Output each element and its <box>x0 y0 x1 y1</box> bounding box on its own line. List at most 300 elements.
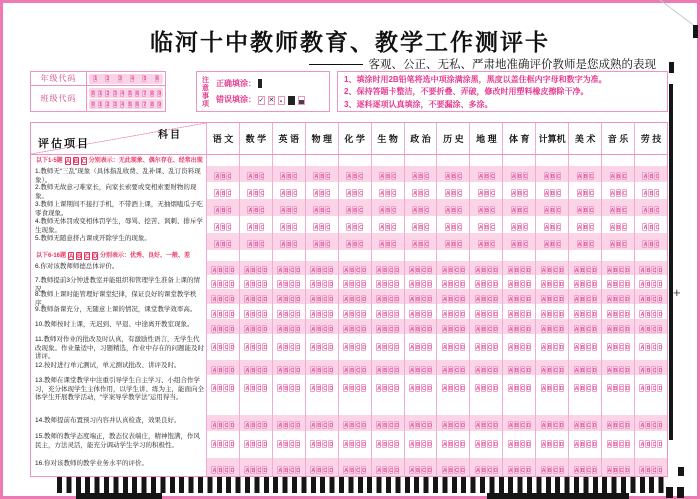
bubble-c[interactable]: C <box>224 282 229 288</box>
bubble-a[interactable]: A <box>344 268 349 274</box>
bubble-a[interactable]: A <box>377 367 382 374</box>
bubble-a[interactable]: A <box>511 207 516 214</box>
bubble-c[interactable]: C <box>487 268 492 274</box>
bubble-d[interactable]: D <box>362 282 367 288</box>
bubble-c[interactable]: C <box>487 326 492 333</box>
bubble-a[interactable]: A <box>508 442 513 448</box>
bubble-c[interactable]: C <box>224 268 229 274</box>
bubble-d[interactable]: D <box>296 282 301 288</box>
bubble-c[interactable]: C <box>553 442 558 448</box>
bubble-a[interactable]: A <box>344 326 349 333</box>
bubble-a[interactable]: A <box>610 241 615 248</box>
bubble-d[interactable]: D <box>559 367 564 374</box>
bubble-d[interactable]: D <box>93 253 98 260</box>
bubble-b[interactable]: B <box>251 296 256 303</box>
bubble-c[interactable]: C <box>356 442 361 448</box>
bubble-c[interactable]: C <box>490 174 495 180</box>
bubble-c[interactable]: C <box>589 207 594 214</box>
bubble-c[interactable]: C <box>586 345 591 351</box>
bubble-a[interactable]: A <box>475 386 480 392</box>
bubble-d[interactable]: D <box>493 442 498 448</box>
bubble-a[interactable]: A <box>475 268 480 274</box>
bubble-a[interactable]: A <box>409 367 414 374</box>
bubble-d[interactable]: D <box>362 296 367 303</box>
bubble-b[interactable]: B <box>350 423 355 429</box>
bubble-b[interactable]: B <box>317 423 322 429</box>
bubble-b[interactable]: B <box>350 326 355 333</box>
bubble-b[interactable]: B <box>514 311 519 318</box>
bubble-d[interactable]: D <box>263 423 268 429</box>
bubble-a[interactable]: A <box>248 224 253 231</box>
bubble-b[interactable]: B <box>583 207 588 214</box>
bubble-c[interactable]: C <box>424 241 429 248</box>
bubble-c[interactable]: C <box>553 468 558 474</box>
bubble-a[interactable]: A <box>541 311 546 318</box>
bubble-c[interactable]: C <box>293 241 298 248</box>
bubble-a[interactable]: A <box>475 468 480 474</box>
bubble-a[interactable]: A <box>544 190 549 197</box>
bubble-b[interactable]: B <box>320 207 325 214</box>
bubble-d[interactable]: D <box>296 442 301 448</box>
bubble-a[interactable]: A <box>65 158 71 165</box>
bubble-b[interactable]: B <box>317 442 322 448</box>
bubble-d[interactable]: D <box>658 367 663 374</box>
bubble-d[interactable]: D <box>362 468 367 474</box>
bubble-d[interactable]: D <box>329 468 334 474</box>
bubble-c[interactable]: C <box>290 326 295 333</box>
bubble-b[interactable]: B <box>484 190 489 197</box>
bubble-c[interactable]: C <box>454 367 459 374</box>
bubble-d[interactable]: D <box>427 296 432 303</box>
bubble-c[interactable]: C <box>392 241 397 248</box>
bubble-a[interactable]: A <box>314 174 319 180</box>
bubble-b[interactable]: B <box>317 311 322 318</box>
bubble-a[interactable]: A <box>347 190 352 197</box>
bubble-c[interactable]: C <box>553 282 558 288</box>
bubble-b[interactable]: B <box>613 268 618 274</box>
bubble-c[interactable]: C <box>454 345 459 351</box>
bubble-a[interactable]: A <box>640 367 645 374</box>
bubble-d[interactable]: D <box>263 386 268 392</box>
bubble-d[interactable]: D <box>362 423 367 429</box>
bubble-d[interactable]: D <box>296 367 301 374</box>
bubble-b[interactable]: B <box>517 190 522 197</box>
bubble-a[interactable]: A <box>607 367 612 374</box>
bubble-d[interactable]: D <box>230 282 235 288</box>
bubble-d[interactable]: D <box>263 268 268 274</box>
bubble-d[interactable]: D <box>427 326 432 333</box>
bubble-a[interactable]: A <box>278 326 283 333</box>
bubble-c[interactable]: C <box>652 326 657 333</box>
bubble-d[interactable]: D <box>329 345 334 351</box>
bubble-b[interactable]: B <box>284 268 289 274</box>
bubble-a[interactable]: A <box>311 367 316 374</box>
bubble-a[interactable]: A <box>544 241 549 248</box>
bubble-c[interactable]: C <box>586 423 591 429</box>
bubble-d[interactable]: D <box>362 268 367 274</box>
bubble-b[interactable]: B <box>613 296 618 303</box>
bubble-d[interactable]: D <box>592 326 597 333</box>
bubble-a[interactable]: A <box>541 268 546 274</box>
bubble-d[interactable]: D <box>526 296 531 303</box>
bubble-a[interactable]: A <box>344 367 349 374</box>
bubble-c[interactable]: C <box>290 296 295 303</box>
bubble-a[interactable]: A <box>311 311 316 318</box>
bubble-d[interactable]: D <box>296 345 301 351</box>
bubble-b[interactable]: B <box>616 241 621 248</box>
bubble-c[interactable]: C <box>260 190 265 197</box>
bubble-a[interactable]: A <box>245 311 250 318</box>
bubble-c[interactable]: C <box>257 345 262 351</box>
bubble-d[interactable]: D <box>329 442 334 448</box>
bubble-c[interactable]: C <box>454 386 459 392</box>
bubble-c[interactable]: C <box>556 174 561 180</box>
bubble-c[interactable]: C <box>323 367 328 374</box>
bubble-d[interactable]: D <box>493 268 498 274</box>
bubble-b[interactable]: B <box>218 386 223 392</box>
bubble-c[interactable]: C <box>359 224 364 231</box>
bubble-d[interactable]: D <box>395 282 400 288</box>
bubble-b[interactable]: B <box>353 174 358 180</box>
bubble-b[interactable]: B <box>317 296 322 303</box>
bubble-b[interactable]: B <box>448 367 453 374</box>
bubble-d[interactable]: D <box>329 311 334 318</box>
bubble-c[interactable]: C <box>389 311 394 318</box>
bubble-b[interactable]: B <box>514 268 519 274</box>
bubble-c[interactable]: C <box>290 423 295 429</box>
bubble-a[interactable]: A <box>377 282 382 288</box>
bubble-b[interactable]: B <box>415 311 420 318</box>
bubble-b[interactable]: B <box>484 174 489 180</box>
bubble-c[interactable]: C <box>290 311 295 318</box>
bubble-d[interactable]: D <box>395 367 400 374</box>
bubble-d[interactable]: D <box>526 367 531 374</box>
bubble-b[interactable]: B <box>251 326 256 333</box>
digit-bubble-3[interactable]: 3 <box>113 90 117 97</box>
bubble-b[interactable]: B <box>254 207 259 214</box>
bubble-a[interactable]: A <box>248 207 253 214</box>
bubble-b[interactable]: B <box>547 268 552 274</box>
bubble-b[interactable]: B <box>415 345 420 351</box>
bubble-b[interactable]: B <box>514 282 519 288</box>
bubble-a[interactable]: A <box>248 190 253 197</box>
bubble-c[interactable]: C <box>622 224 627 231</box>
bubble-c[interactable]: C <box>655 174 660 180</box>
bubble-a[interactable]: A <box>281 174 286 180</box>
bubble-d[interactable]: D <box>625 296 630 303</box>
bubble-d[interactable]: D <box>493 326 498 333</box>
bubble-c[interactable]: C <box>421 345 426 351</box>
digit-bubble-0[interactable]: 0 <box>91 101 95 108</box>
bubble-a[interactable]: A <box>380 241 385 248</box>
bubble-d[interactable]: D <box>592 282 597 288</box>
bubble-a[interactable]: A <box>314 190 319 197</box>
bubble-d[interactable]: D <box>526 345 531 351</box>
bubble-a[interactable]: A <box>311 296 316 303</box>
bubble-b[interactable]: B <box>218 442 223 448</box>
bubble-c[interactable]: C <box>227 190 232 197</box>
bubble-d[interactable]: D <box>329 282 334 288</box>
bubble-b[interactable]: B <box>218 311 223 318</box>
bubble-c[interactable]: C <box>290 268 295 274</box>
bubble-c[interactable]: C <box>421 296 426 303</box>
bubble-a[interactable]: A <box>311 345 316 351</box>
bubble-b[interactable]: B <box>547 311 552 318</box>
bubble-b[interactable]: B <box>317 468 322 474</box>
bubble-a[interactable]: A <box>281 241 286 248</box>
bubble-a[interactable]: A <box>245 442 250 448</box>
bubble-a[interactable]: A <box>409 423 414 429</box>
bubble-b[interactable]: B <box>646 386 651 392</box>
bubble-a[interactable]: A <box>278 423 283 429</box>
bubble-b[interactable]: B <box>221 174 226 180</box>
bubble-c[interactable]: C <box>652 268 657 274</box>
bubble-a[interactable]: A <box>311 423 316 429</box>
bubble-c[interactable]: C <box>421 268 426 274</box>
bubble-d[interactable]: D <box>625 442 630 448</box>
bubble-a[interactable]: A <box>412 207 417 214</box>
bubble-a[interactable]: A <box>640 268 645 274</box>
bubble-a[interactable]: A <box>610 174 615 180</box>
bubble-a[interactable]: A <box>643 241 648 248</box>
bubble-b[interactable]: B <box>415 296 420 303</box>
bubble-c[interactable]: C <box>227 241 232 248</box>
bubble-a[interactable]: A <box>409 345 414 351</box>
bubble-b[interactable]: B <box>254 224 259 231</box>
bubble-c[interactable]: C <box>556 224 561 231</box>
bubble-c[interactable]: C <box>260 207 265 214</box>
bubble-a[interactable]: A <box>478 224 483 231</box>
bubble-a[interactable]: A <box>508 345 513 351</box>
bubble-a[interactable]: A <box>409 311 414 318</box>
bubble-b[interactable]: B <box>583 174 588 180</box>
bubble-b[interactable]: B <box>317 345 322 351</box>
bubble-c[interactable]: C <box>392 174 397 180</box>
bubble-d[interactable]: D <box>559 268 564 274</box>
bubble-c[interactable]: C <box>224 423 229 429</box>
bubble-c[interactable]: C <box>520 345 525 351</box>
bubble-c[interactable]: C <box>257 423 262 429</box>
bubble-b[interactable]: B <box>353 241 358 248</box>
bubble-c[interactable]: C <box>356 367 361 374</box>
bubble-b[interactable]: B <box>383 345 388 351</box>
bubble-a[interactable]: A <box>212 282 217 288</box>
bubble-b[interactable]: B <box>613 423 618 429</box>
bubble-c[interactable]: C <box>326 190 331 197</box>
bubble-b[interactable]: B <box>547 386 552 392</box>
bubble-c[interactable]: C <box>652 296 657 303</box>
bubble-b[interactable]: B <box>317 268 322 274</box>
bubble-d[interactable]: D <box>460 367 465 374</box>
bubble-b[interactable]: B <box>317 367 322 374</box>
bubble-b[interactable]: B <box>646 268 651 274</box>
bubble-a[interactable]: A <box>640 311 645 318</box>
bubble-d[interactable]: D <box>460 442 465 448</box>
bubble-d[interactable]: D <box>329 296 334 303</box>
bubble-b[interactable]: B <box>415 268 420 274</box>
bubble-b[interactable]: B <box>218 423 223 429</box>
bubble-a[interactable]: A <box>478 241 483 248</box>
bubble-c[interactable]: C <box>323 296 328 303</box>
bubble-b[interactable]: B <box>514 345 519 351</box>
bubble-b[interactable]: B <box>284 326 289 333</box>
bubble-b[interactable]: B <box>481 423 486 429</box>
bubble-c[interactable]: C <box>389 468 394 474</box>
bubble-b[interactable]: B <box>550 224 555 231</box>
bubble-a[interactable]: A <box>511 241 516 248</box>
bubble-d[interactable]: D <box>625 386 630 392</box>
bubble-b[interactable]: B <box>415 423 420 429</box>
bubble-b[interactable]: B <box>481 345 486 351</box>
bubble-d[interactable]: D <box>625 367 630 374</box>
digit-bubble-1[interactable]: 1 <box>99 101 102 108</box>
bubble-d[interactable]: D <box>296 311 301 318</box>
bubble-a[interactable]: A <box>475 367 480 374</box>
bubble-a[interactable]: A <box>541 386 546 392</box>
bubble-c[interactable]: C <box>257 442 262 448</box>
bubble-b[interactable]: B <box>514 468 519 474</box>
bubble-d[interactable]: D <box>460 311 465 318</box>
bubble-a[interactable]: A <box>442 311 447 318</box>
bubble-b[interactable]: B <box>383 423 388 429</box>
bubble-b[interactable]: B <box>218 345 223 351</box>
bubble-a[interactable]: A <box>245 386 250 392</box>
bubble-a[interactable]: A <box>541 442 546 448</box>
bubble-a[interactable]: A <box>508 311 513 318</box>
bubble-a[interactable]: A <box>278 282 283 288</box>
bubble-d[interactable]: D <box>526 386 531 392</box>
bubble-b[interactable]: B <box>284 282 289 288</box>
bubble-a[interactable]: A <box>607 423 612 429</box>
bubble-d[interactable]: D <box>592 296 597 303</box>
bubble-c[interactable]: C <box>619 282 624 288</box>
bubble-b[interactable]: B <box>350 386 355 392</box>
bubble-a[interactable]: A <box>281 207 286 214</box>
bubble-a[interactable]: A <box>574 468 579 474</box>
bubble-c[interactable]: C <box>619 423 624 429</box>
bubble-a[interactable]: A <box>577 207 582 214</box>
bubble-a[interactable]: A <box>442 268 447 274</box>
bubble-b[interactable]: B <box>284 311 289 318</box>
bubble-c[interactable]: C <box>323 468 328 474</box>
bubble-a[interactable]: A <box>344 468 349 474</box>
bubble-c[interactable]: C <box>290 386 295 392</box>
bubble-d[interactable]: D <box>230 468 235 474</box>
bubble-a[interactable]: A <box>377 386 382 392</box>
bubble-a[interactable]: A <box>245 296 250 303</box>
bubble-d[interactable]: D <box>362 442 367 448</box>
bubble-d[interactable]: D <box>395 442 400 448</box>
bubble-c[interactable]: C <box>523 241 528 248</box>
bubble-d[interactable]: D <box>625 268 630 274</box>
bubble-b[interactable]: B <box>383 296 388 303</box>
bubble-b[interactable]: B <box>317 282 322 288</box>
bubble-c[interactable]: C <box>227 174 232 180</box>
bubble-c[interactable]: C <box>586 468 591 474</box>
bubble-d[interactable]: D <box>625 423 630 429</box>
bubble-b[interactable]: B <box>221 190 226 197</box>
bubble-d[interactable]: D <box>395 468 400 474</box>
bubble-d[interactable]: D <box>263 468 268 474</box>
bubble-c[interactable]: C <box>622 190 627 197</box>
bubble-a[interactable]: A <box>607 296 612 303</box>
bubble-c[interactable]: C <box>359 241 364 248</box>
bubble-c[interactable]: C <box>424 207 429 214</box>
bubble-b[interactable]: B <box>415 386 420 392</box>
bubble-c[interactable]: C <box>224 311 229 318</box>
bubble-b[interactable]: B <box>418 207 423 214</box>
bubble-b[interactable]: B <box>350 345 355 351</box>
bubble-c[interactable]: C <box>421 442 426 448</box>
bubble-a[interactable]: A <box>574 268 579 274</box>
bubble-a[interactable]: A <box>311 468 316 474</box>
bubble-b[interactable]: B <box>481 386 486 392</box>
bubble-c[interactable]: C <box>652 367 657 374</box>
bubble-a[interactable]: A <box>445 174 450 180</box>
bubble-b[interactable]: B <box>481 326 486 333</box>
bubble-b[interactable]: B <box>580 282 585 288</box>
bubble-c[interactable]: C <box>356 386 361 392</box>
bubble-b[interactable]: B <box>415 282 420 288</box>
bubble-a[interactable]: A <box>577 241 582 248</box>
bubble-b[interactable]: B <box>613 311 618 318</box>
bubble-c[interactable]: C <box>556 190 561 197</box>
bubble-d[interactable]: D <box>592 367 597 374</box>
bubble-b[interactable]: B <box>580 423 585 429</box>
bubble-b[interactable]: B <box>415 367 420 374</box>
bubble-b[interactable]: B <box>514 326 519 333</box>
bubble-c[interactable]: C <box>619 442 624 448</box>
bubble-b[interactable]: B <box>451 174 456 180</box>
bubble-c[interactable]: C <box>323 386 328 392</box>
bubble-c[interactable]: C <box>257 282 262 288</box>
bubble-d[interactable]: D <box>296 386 301 392</box>
bubble-a[interactable]: A <box>640 423 645 429</box>
bubble-b[interactable]: B <box>649 207 654 214</box>
bubble-d[interactable]: D <box>460 345 465 351</box>
bubble-c[interactable]: C <box>589 224 594 231</box>
bubble-b[interactable]: B <box>350 311 355 318</box>
bubble-b[interactable]: B <box>317 386 322 392</box>
bubble-b[interactable]: B <box>451 207 456 214</box>
bubble-a[interactable]: A <box>643 190 648 197</box>
bubble-c[interactable]: C <box>553 367 558 374</box>
bubble-b[interactable]: B <box>284 345 289 351</box>
bubble-b[interactable]: B <box>448 386 453 392</box>
bubble-a[interactable]: A <box>511 174 516 180</box>
bubble-b[interactable]: B <box>386 207 391 214</box>
bubble-a[interactable]: A <box>377 468 382 474</box>
bubble-a[interactable]: A <box>212 468 217 474</box>
bubble-d[interactable]: D <box>658 442 663 448</box>
bubble-a[interactable]: A <box>610 190 615 197</box>
digit-bubble-4[interactable]: 4 <box>121 90 125 97</box>
bubble-a[interactable]: A <box>442 296 447 303</box>
bubble-c[interactable]: C <box>619 468 624 474</box>
bubble-b[interactable]: B <box>350 268 355 274</box>
bubble-b[interactable]: B <box>550 241 555 248</box>
bubble-c[interactable]: C <box>457 207 462 214</box>
bubble-a[interactable]: A <box>409 282 414 288</box>
bubble-a[interactable]: A <box>311 386 316 392</box>
bubble-d[interactable]: D <box>427 282 432 288</box>
bubble-d[interactable]: D <box>658 296 663 303</box>
bubble-c[interactable]: C <box>392 207 397 214</box>
bubble-d[interactable]: D <box>230 423 235 429</box>
bubble-a[interactable]: A <box>574 282 579 288</box>
bubble-b[interactable]: B <box>386 241 391 248</box>
bubble-b[interactable]: B <box>580 468 585 474</box>
